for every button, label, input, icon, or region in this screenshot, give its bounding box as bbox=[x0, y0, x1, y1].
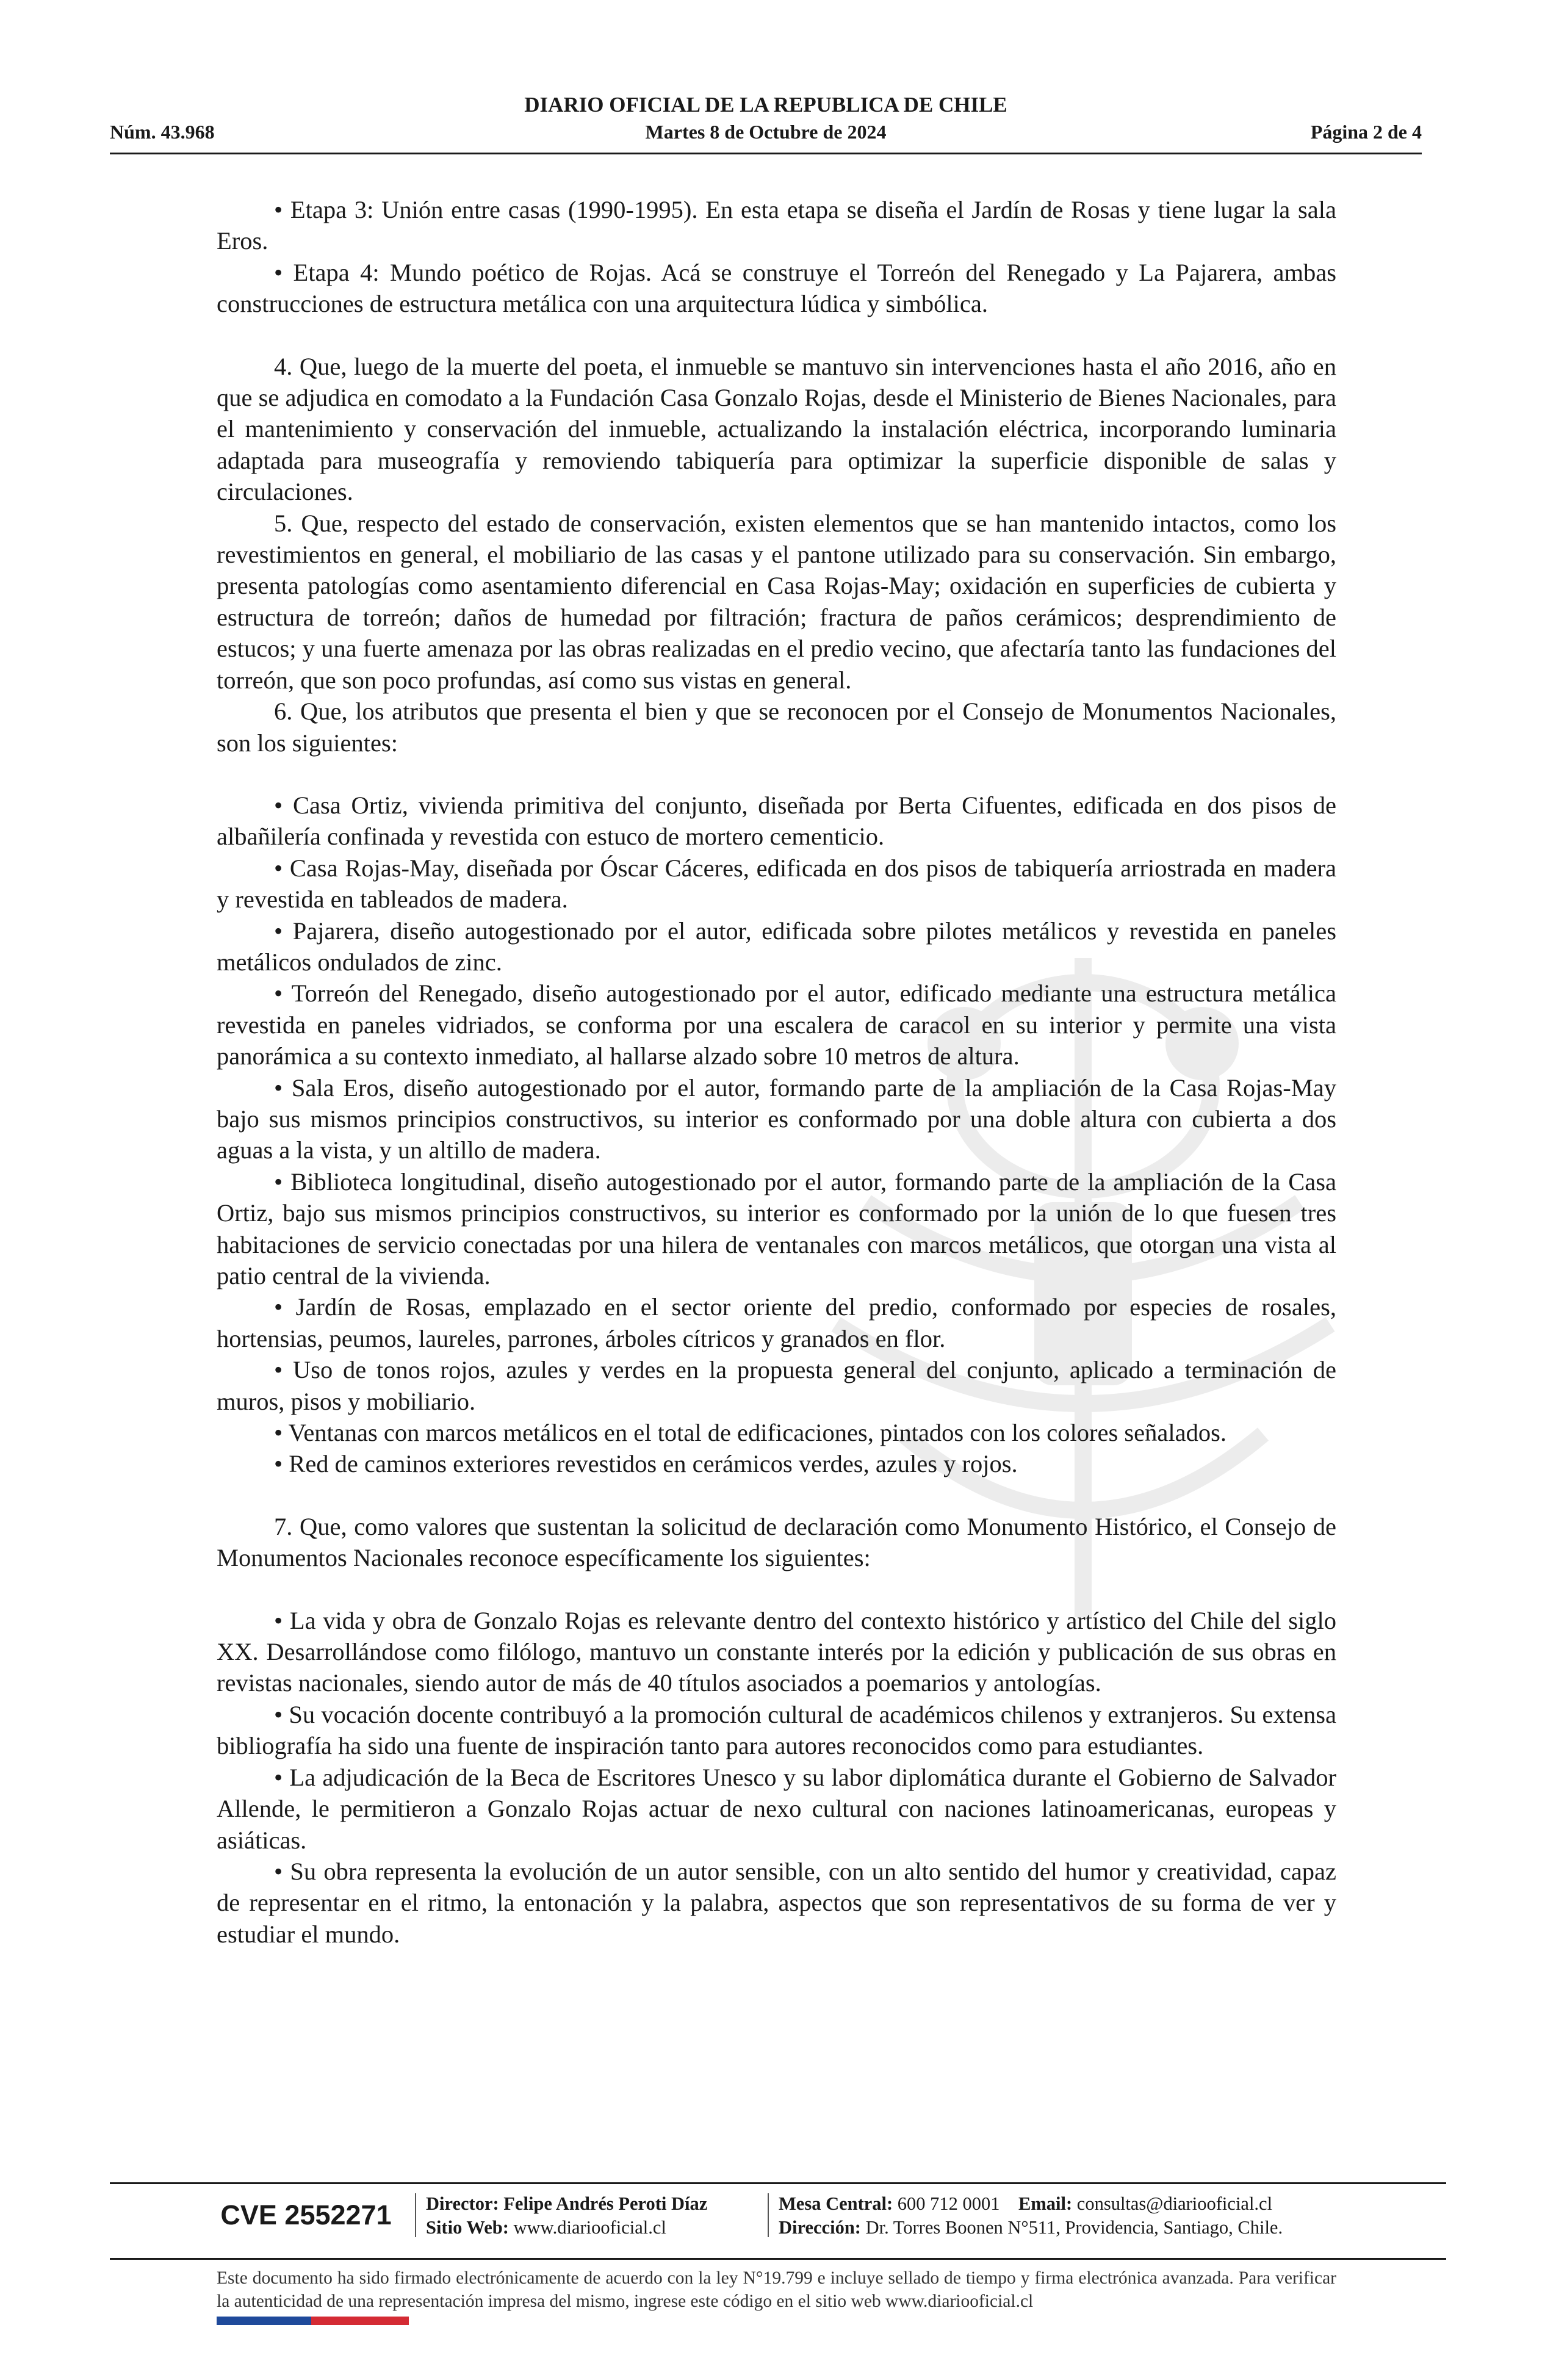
flag-red-segment bbox=[311, 2317, 409, 2325]
cve-code: CVE 2552271 bbox=[220, 2199, 392, 2230]
paragraph: • Jardín de Rosas, emplazado en el sector oriente del predio, conformado por especies de rosales, hortensias, peumos, laureles, parrones, árboles cítricos y granados en flor. bbox=[217, 1293, 1336, 1352]
email-link[interactable]: consultas@diariooficial.cl bbox=[1076, 2193, 1273, 2214]
paragraph: • Red de caminos exteriores revestidos en cerámicos verdes, azules y rojos. bbox=[274, 1450, 1018, 1478]
paragraph: • Etapa 4: Mundo poético de Rojas. Acá se construye el Torreón del Renegado y La Pajarera, ambas construcciones de estructura metálica con una arquitectura lúdica y simbólica. bbox=[217, 258, 1336, 318]
flag-color-bar bbox=[217, 2317, 409, 2325]
footer-separator bbox=[768, 2193, 769, 2237]
publication-title: DIARIO OFICIAL DE LA REPUBLICA DE CHILE bbox=[524, 93, 1007, 117]
footer-divider-top bbox=[110, 2182, 1446, 2184]
paragraph: • Uso de tonos rojos, azules y verdes en la propuesta general del conjunto, aplicado a terminación de muros, pisos y mobiliario. bbox=[217, 1356, 1336, 1415]
paragraph: • Ventanas con marcos metálicos en el total de edificaciones, pintados con los colores señalados. bbox=[274, 1419, 1226, 1447]
paragraph: • Casa Ortiz, vivienda primitiva del conjunto, diseñada por Berta Cifuentes, edificada en dos pisos de albañilería confinada y revestida con estuco de mortero cementicio. bbox=[217, 791, 1336, 851]
mesa-label: Mesa Central: bbox=[779, 2193, 893, 2214]
director-label: Director: bbox=[426, 2193, 499, 2214]
page-header bbox=[110, 93, 1422, 154]
footer-contact-block bbox=[779, 2192, 1283, 2240]
paragraph: 5. Que, respecto del estado de conservación, existen elementos que se han mantenido intactos, como los revestimientos en general, el mobiliario de las casas y el pantone utilizado para su conservación. Sin embargo, presenta patologías como asentamiento diferencial en Casa Rojas-May; oxidación en superficies de cubierta y estructura de torreón; daños de humedad por filtración; fractura de paños cerámicos; desprendimiento de estucos; y una fuerte amenaza por las obras realizadas en el predio vecino, que afectaría tanto las fundaciones del torreón, que son poco profundas, así como sus vistas en general. bbox=[217, 509, 1336, 694]
paragraph: • La adjudicación de la Beca de Escritores Unesco y su labor diplomática durante el Gobierno de Salvador Allende, le permitieron a Gonzalo Rojas actuar de nexo cultural con naciones latinoamericanas, europeas y asiáticas. bbox=[217, 1763, 1336, 1854]
paragraph: • La vida y obra de Gonzalo Rojas es relevante dentro del contexto histórico y artístico del Chile del siglo XX. Desarrollándose como filólogo, mantuvo un constante interés por la edición y publicación de sus obras en revistas nacionales, siendo autor de más de 40 títulos asociados a poemarios y antologías. bbox=[217, 1606, 1336, 1697]
email-label: Email: bbox=[1018, 2193, 1073, 2214]
paragraph: 6. Que, los atributos que presenta el bien y que se reconocen por el Consejo de Monumentos Nacionales, son los siguientes: bbox=[217, 698, 1336, 757]
paragraph: 7. Que, como valores que sustentan la solicitud de declaración como Monumento Histórico, el Consejo de Monumentos Nacionales reconoce específicamente los siguientes: bbox=[217, 1512, 1336, 1572]
footer-separator bbox=[415, 2193, 416, 2237]
paragraph: • Torreón del Renegado, diseño autogestionado por el autor, edificado mediante una estructura metálica revestida en paneles vidriados, se conforma por una escalera de caracol en su interior y permite una vista panorámica a su contexto inmediato, al hallarse alzado sobre 10 metros de altura. bbox=[217, 979, 1336, 1070]
issue-number: Núm. 43.968 bbox=[110, 121, 215, 143]
header-divider bbox=[110, 153, 1422, 154]
document-body bbox=[217, 194, 1336, 1950]
paragraph: • Su vocación docente contribuyó a la promoción cultural de académicos chilenos y extranjeros. Su extensa bibliografía ha sido una fuente de inspiración tanto para autores reconocidos como para estudiantes. bbox=[217, 1700, 1336, 1760]
paragraph: • Casa Rojas-May, diseñada por Óscar Cáceres, edificada en dos pisos de tabiquería arriostrada en madera y revestida en tableados de madera. bbox=[217, 854, 1336, 914]
paragraph: 4. Que, luego de la muerte del poeta, el inmueble se mantuvo sin intervenciones hasta el año 2016, año en que se adjudica en comodato a la Fundación Casa Gonzalo Rojas, desde el Ministerio de Bienes Nacionales, para el mantenimiento y conservación del inmueble, actualizando la instalación eléctrica, incorporando luminaria adaptada para museografía y removiendo tabiquería para optimizar la superficie disponible de salas y circulaciones. bbox=[217, 352, 1336, 506]
director-name: Felipe Andrés Peroti Díaz bbox=[503, 2193, 708, 2214]
address-label: Dirección: bbox=[779, 2217, 861, 2238]
paragraph: • Sala Eros, diseño autogestionado por el autor, formando parte de la ampliación de la Casa Rojas-May bajo sus mismos principios constructivos, su interior es conformado por una doble altura con cubierta a dos aguas a la vista, y un altillo de madera. bbox=[217, 1073, 1336, 1164]
paragraph: • Su obra representa la evolución de un autor sensible, con un alto sentido del humor y creatividad, capaz de representar en el ritmo, la entonación y la palabra, aspectos que son representativos de su forma de ver y estudiar el mundo. bbox=[217, 1857, 1336, 1948]
address-text: Dr. Torres Boonen N°511, Providencia, Santiago, Chile. bbox=[865, 2217, 1283, 2238]
footer-director-block bbox=[426, 2192, 707, 2240]
paragraph: • Pajarera, diseño autogestionado por el autor, edificada sobre pilotes metálicos y revestida en paneles metálicos ondulados de zinc. bbox=[217, 917, 1336, 976]
site-label: Sitio Web: bbox=[426, 2217, 509, 2238]
paragraph: • Etapa 3: Unión entre casas (1990-1995). En esta etapa se diseña el Jardín de Rosas y tiene lugar la sala Eros. bbox=[217, 196, 1336, 255]
legal-notice: Este documento ha sido firmado electrónicamente de acuerdo con la ley N°19.799 e incluye sellado de tiempo y firma electrónica avanzada. Para verificar la autenticidad de una representación impresa del mismo, ingrese este código en el sitio web www.diariooficial.cl bbox=[217, 2268, 1336, 2311]
paragraph: • Biblioteca longitudinal, diseño autogestionado por el autor, formando parte de la ampliación de la Casa Ortiz, bajo sus mismos principios constructivos, su interior es conformado por la unión de lo que fuesen tres habitaciones de servicio conectadas por una hilera de ventanales con marcos metálicos, que otorgan una vista al patio central de la vivienda. bbox=[217, 1167, 1336, 1289]
mesa-phone: 600 712 0001 bbox=[897, 2193, 1000, 2214]
issue-date: Martes 8 de Octubre de 2024 bbox=[645, 121, 887, 143]
site-link[interactable]: www.diariooficial.cl bbox=[513, 2217, 666, 2238]
page-number: Página 2 de 4 bbox=[1310, 121, 1422, 143]
footer-divider-bottom bbox=[110, 2258, 1446, 2260]
flag-blue-segment bbox=[217, 2317, 311, 2325]
